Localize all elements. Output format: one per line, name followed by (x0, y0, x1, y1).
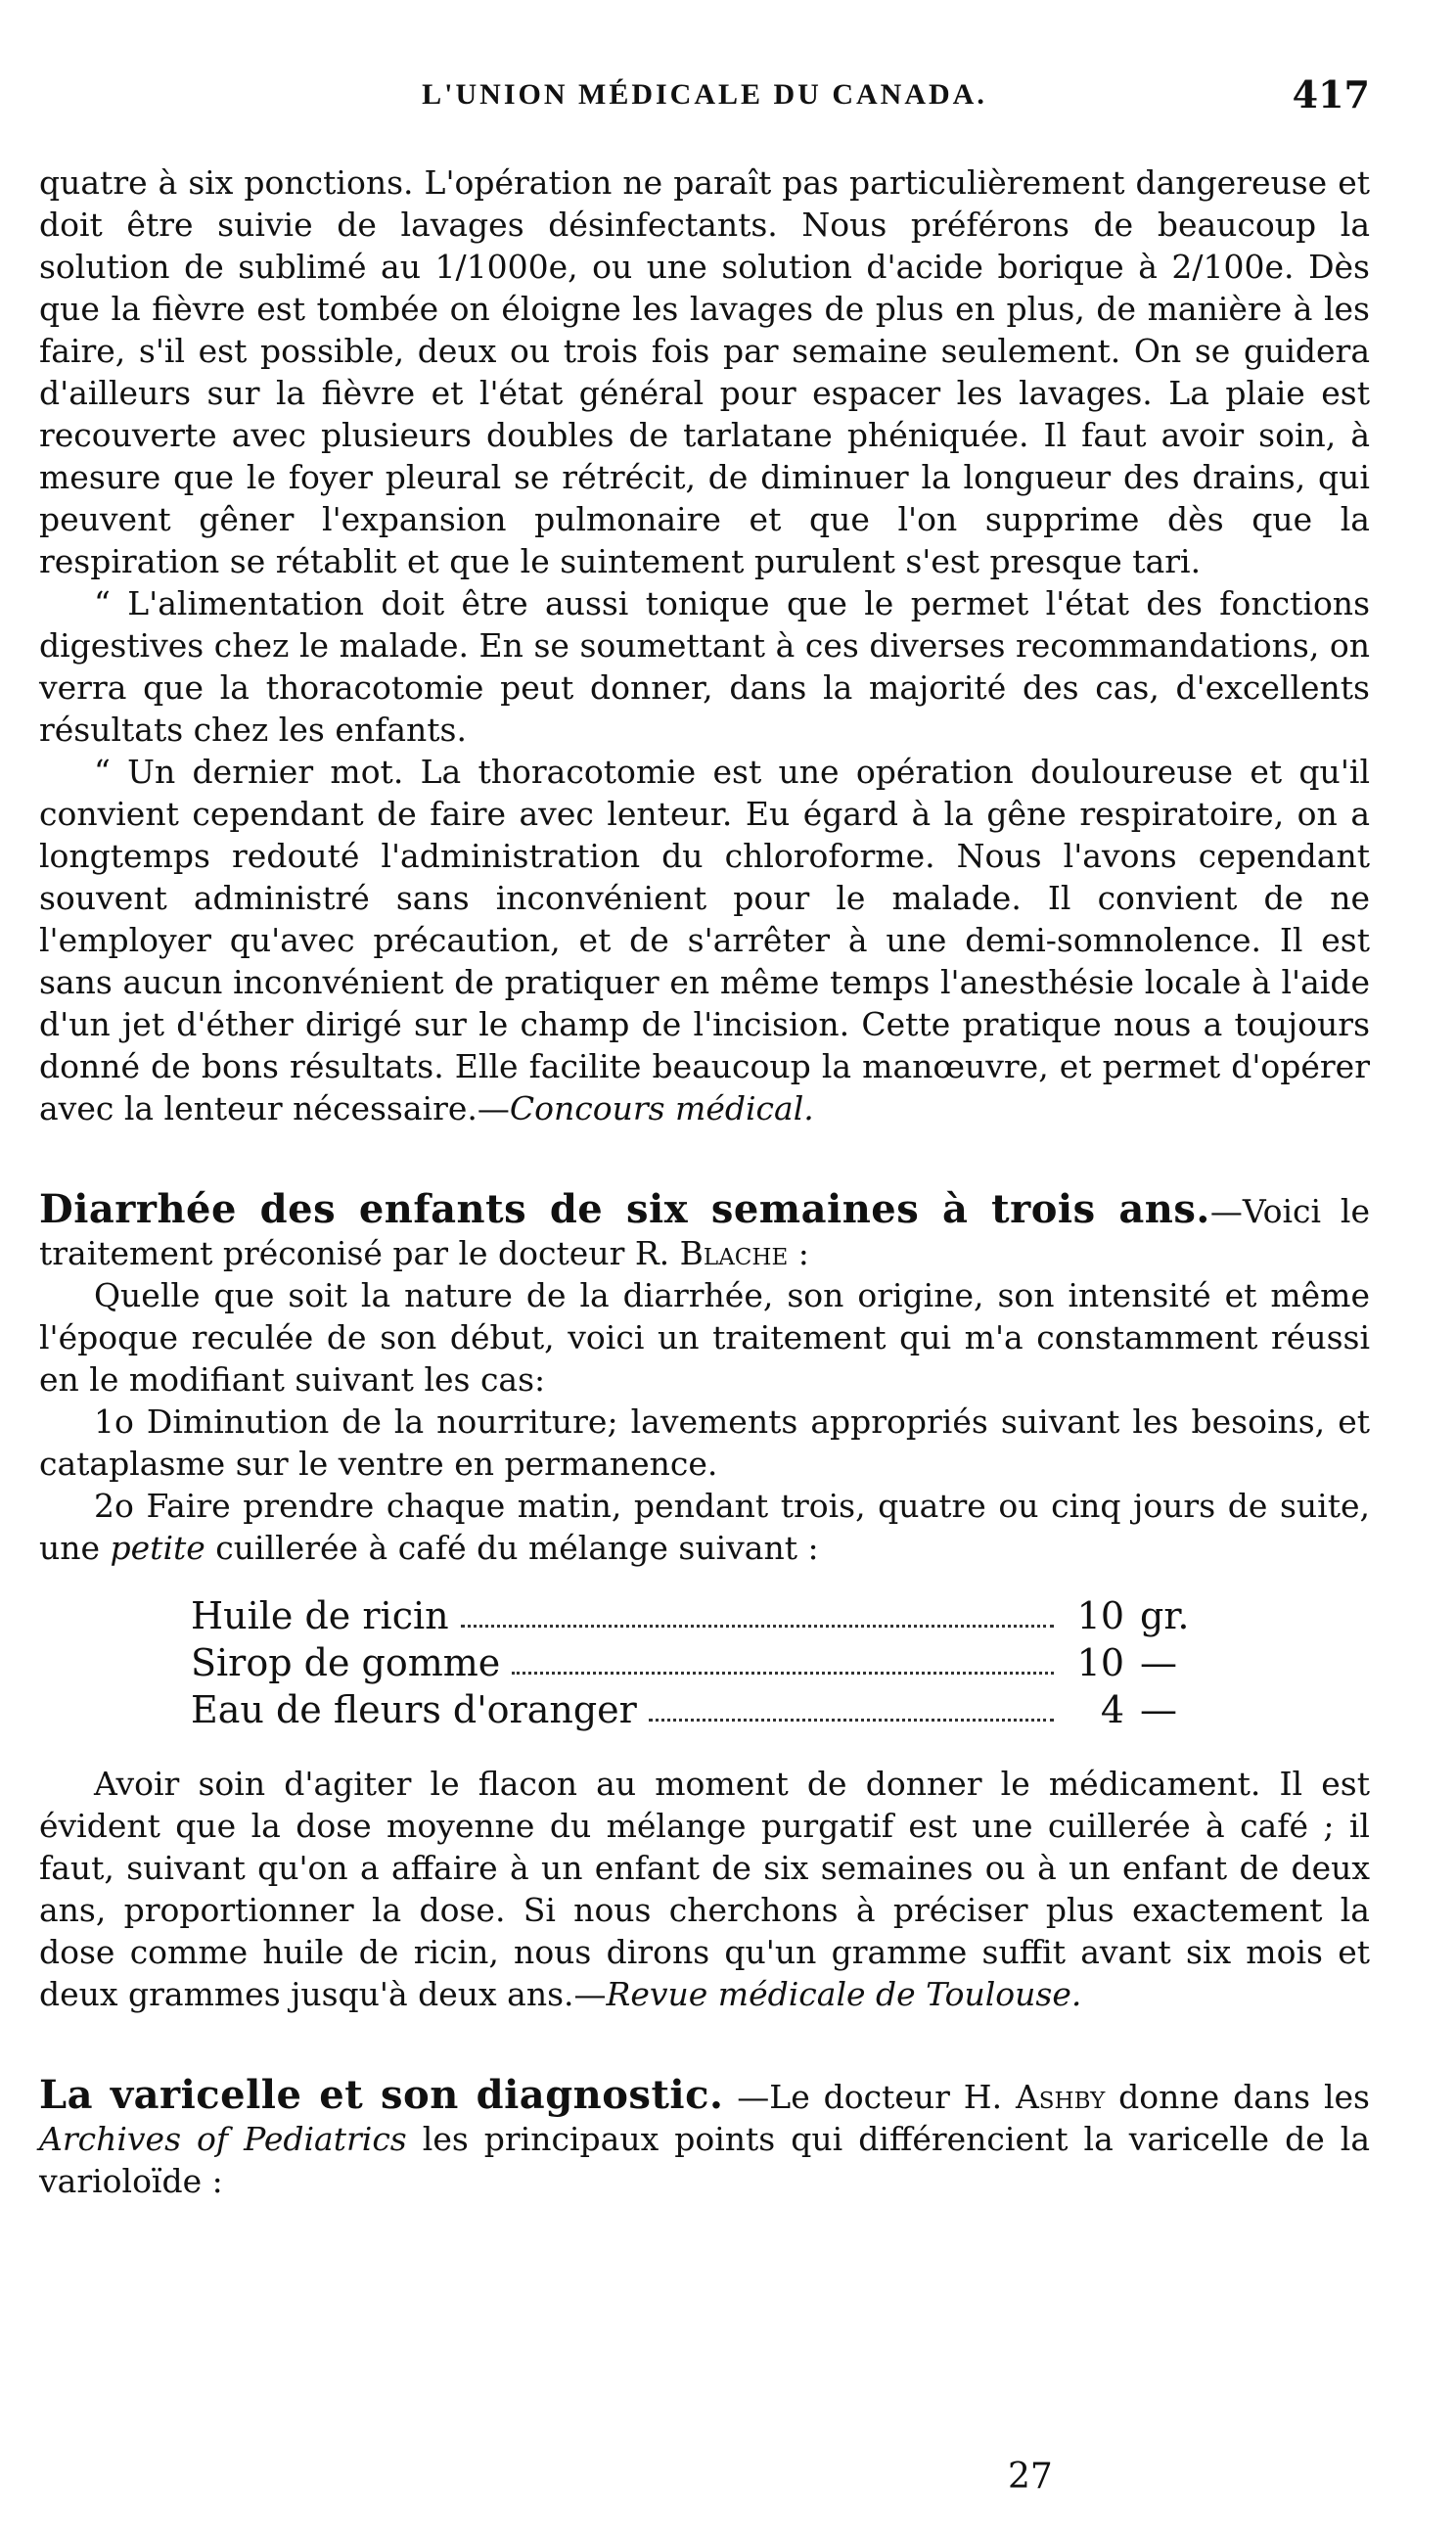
intro-text: : (788, 1234, 809, 1272)
article-heading: La varicelle et son diagnostic. (39, 2072, 724, 2118)
paragraph-text: “ Un dernier mot. La thoracotomie est une opération douloureuse et qu'il convient cependant de faire avec lenteur. Eu égard à la gêne respiratoire, on a longtemps redouté l'administration du chloroforme. Nous l'avons cependant souvent administré sans inconvénient pour le malade. Il convient de ne l'employer qu'avec précaution, et de s'arrêter à une demi-somnolence. Il est sans aucun inconvénient de pratiquer en même temps l'anesthésie locale à l'aide d'un jet d'éther dirigé sur le champ de l'incision. Cette pratique nous a toujours donné de bons résultats. Elle facilite beaucoup la manœuvre, et permet d'opérer avec la lenteur nécessaire.— (39, 753, 1370, 1127)
ingredient-unit: gr. (1140, 1594, 1190, 1637)
running-head: L'UNION MÉDICALE DU CANADA. (422, 78, 987, 111)
paragraph (39, 751, 1370, 1129)
page-number: 417 (1292, 72, 1370, 116)
author-name: Ashby (1015, 2078, 1106, 2116)
intro-text: les principaux points qui différencient la varicelle de la varioloïde : (39, 2120, 1370, 2200)
intro-text: donne dans les (1105, 2078, 1370, 2116)
ingredient-quantity: 10 (1076, 1641, 1124, 1684)
dot-leader (461, 1592, 1054, 1628)
paragraph: “ L'alimentation doit être aussi tonique que le permet l'état des fonctions digestives chez le malade. En se soumettant à ces diverses recommandations, on verra que la thoracotomie peut donner, dans la majorité des cas, d'excellents résultats chez les enfants. (39, 584, 1370, 749)
article-intro (39, 1188, 1370, 1274)
ingredient-quantity: 4 (1100, 1688, 1124, 1731)
ingredient-unit: — (1140, 1641, 1177, 1684)
dot-leader (649, 1686, 1054, 1722)
source-citation: Concours médical. (509, 1089, 814, 1127)
paragraph (39, 1485, 1370, 1569)
paragraph-text: 2o Faire prendre chaque matin, pendant trois, quatre ou cinq jours de suite, une (39, 1487, 1370, 1567)
article-heading: Diarrhée des enfants de six semaines à trois ans. (39, 1186, 1210, 1232)
dot-leader (512, 1639, 1054, 1675)
page-header (39, 72, 1370, 121)
paragraph-text: cuillerée à café du mélange suivant : (205, 1529, 819, 1567)
paragraph (39, 1763, 1370, 2015)
ingredient-name: Huile de ricin (191, 1594, 449, 1637)
ingredient-name: Sirop de gomme (191, 1641, 501, 1684)
intro-text: —Le docteur H. (723, 2078, 1016, 2116)
page-body (39, 161, 1370, 2202)
paragraph: quatre à six ponctions. L'opération ne paraît pas particulièrement dangereuse et doit être suivie de lavages désinfectants. Nous préférons de beaucoup la solution de sublimé au 1/1000e, ou une solution d'acide borique à 2/100e. Dès que la fièvre est tombée on éloigne les lavages de plus en plus, de manière à les faire, s'il est possible, deux ou trois fois par semaine seulement. On se guidera d'ailleurs sur la fièvre et l'état général pour espacer les lavages. La plaie est recouverte avec plusieurs doubles de tarlatane phéniquée. Il faut avoir soin, à mesure que le foyer pleural se rétrécit, de diminuer la longueur des drains, qui peuvent gêner l'expansion pulmonaire et que l'on supprime dès que la respiration se rétablit et que le suintement purulent s'est presque tari. (39, 163, 1370, 580)
recipe-row (191, 1639, 1228, 1686)
paragraph-text: Avoir soin d'agiter le flacon au moment de donner le médicament. Il est évident que la dose moyenne du mélange purgatif est une cuillerée à café ; il faut, suivant qu'on a affaire à un enfant de six semaines ou à un enfant de deux ans, proportionner la dose. Si nous cherchons à préciser plus exactement la dose comme huile de ricin, nous dirons qu'un gramme suffit avant six mois et deux grammes jusqu'à deux ans.— (39, 1765, 1370, 2013)
author-name: Blache (679, 1234, 789, 1272)
journal-title: Archives of Pediatrics (39, 2120, 407, 2158)
intro-text: —Voici le traitement préconisé par le docteur R. (39, 1192, 1370, 1272)
ingredient-unit: — (1140, 1688, 1177, 1731)
signature-mark: 27 (1008, 2457, 1053, 2497)
article-intro (39, 2074, 1370, 2202)
source-citation: Revue médicale de Toulouse. (606, 1975, 1082, 2013)
recipe-row (191, 1592, 1228, 1639)
ingredient-quantity: 10 (1076, 1594, 1124, 1637)
recipe-table (191, 1592, 1228, 1733)
paragraph: Quelle que soit la nature de la diarrhée, son origine, son intensité et même l'époque reculée de son début, voici un traitement qui m'a constamment réussi en le modifiant suivant les cas: (39, 1276, 1370, 1399)
recipe-row (191, 1686, 1228, 1733)
paragraph: 1o Diminution de la nourriture; lavements appropriés suivant les besoins, et cataplasme sur le ventre en permanence. (39, 1402, 1370, 1483)
ingredient-name: Eau de fleurs d'oranger (191, 1688, 637, 1731)
emphasis: petite (110, 1529, 205, 1567)
